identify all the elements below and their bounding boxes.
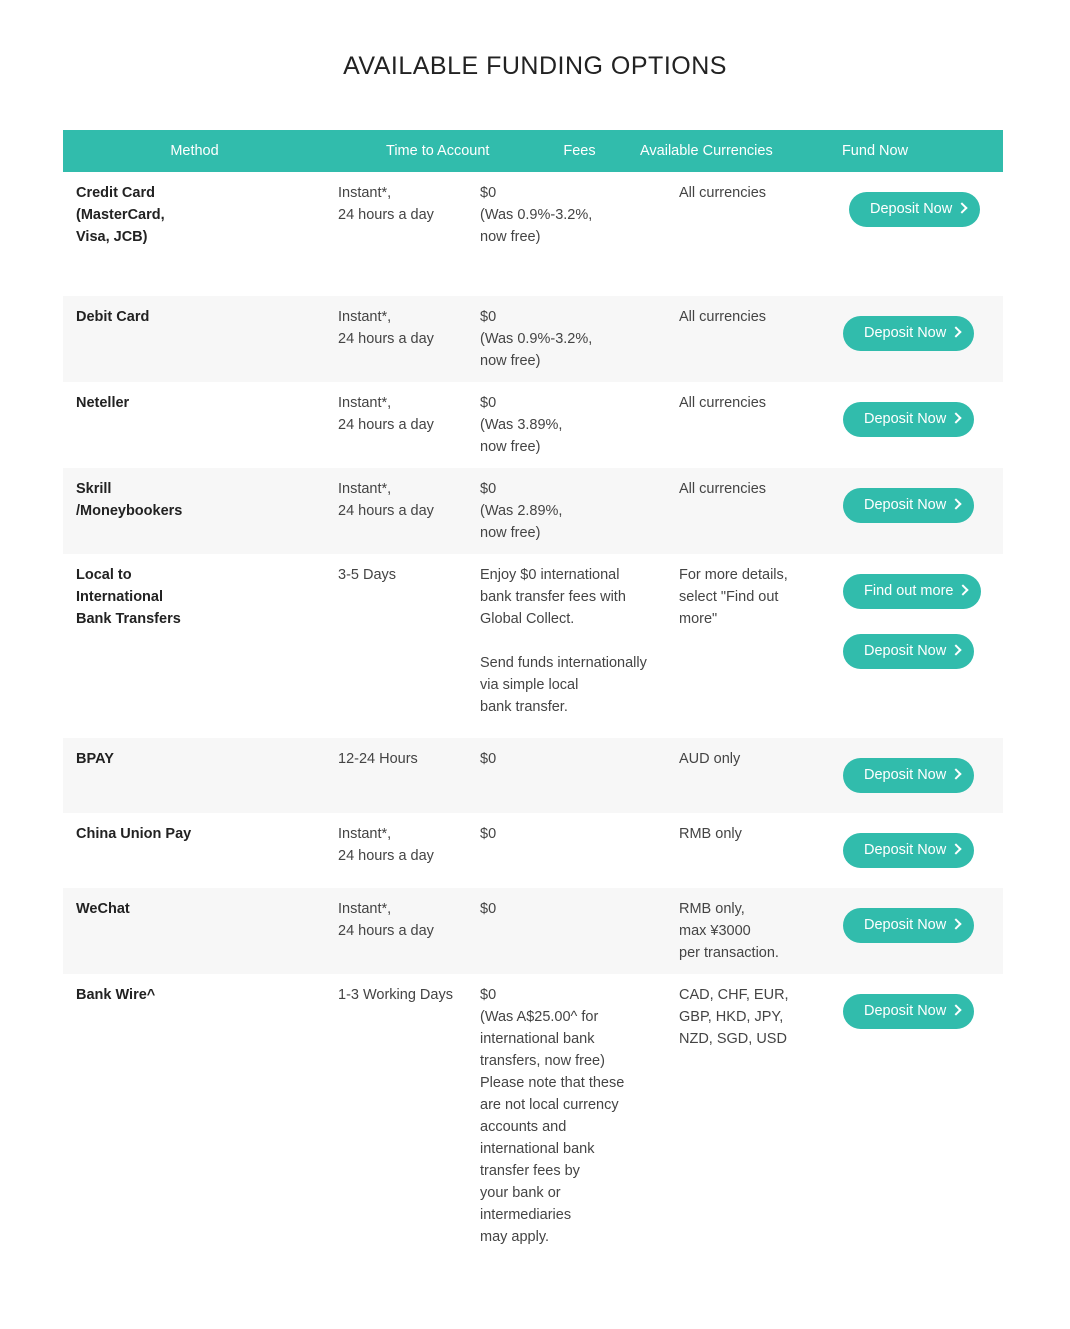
table-row [63,468,1003,554]
table-row [63,382,1003,468]
method-cell [63,468,326,554]
fees-cell [467,468,670,554]
deposit-now-button[interactable] [843,316,974,351]
time-line: Instant*, [338,481,392,497]
chevron-right-icon [958,584,969,595]
fees-line: (Was 0.9%-3.2%, [480,331,593,347]
currencies-cell [670,468,830,554]
deposit-now-button[interactable] [843,908,974,943]
fees-line: (Was 0.9%-3.2%, [480,207,593,223]
currencies-line: For more details, [679,567,788,583]
currencies-line: max ¥3000 [679,923,751,939]
currencies-cell [670,813,830,888]
currencies-line: per transaction. [679,945,779,961]
fees-line: $0 [480,751,497,767]
fees-line: $0 [480,901,497,917]
table-row [63,296,1003,382]
fund-now-cell [830,468,1003,554]
method-line: Local to [76,567,132,583]
button-label: Find out more [864,583,954,599]
fund-now-cell [830,738,1003,813]
method-cell [63,738,326,813]
table-row [63,974,1003,1264]
method-line: Skrill [76,481,112,497]
method-line: Credit Card [76,185,155,201]
time-line: 12-24 Hours [338,751,418,767]
currencies-line: All currencies [679,185,767,201]
fees-line: bank transfer fees with [480,589,626,605]
fees-line: (Was A$25.00^ for [480,1009,599,1025]
method-cell [63,888,326,974]
time-cell [326,382,467,468]
method-line: Visa, JCB) [76,229,148,245]
time-cell [326,554,467,738]
method-line: Bank Wire^ [76,987,156,1003]
fees-cell [467,172,670,296]
method-line: International [76,589,164,605]
method-cell [63,382,326,468]
time-cell [326,888,467,974]
time-line: Instant*, [338,395,392,411]
fees-line: your bank or [480,1185,561,1201]
fund-now-cell [830,888,1003,974]
table-body [63,172,1003,1264]
currencies-line: select "Find out [679,589,779,605]
chevron-right-icon [951,412,962,423]
fees-cell [467,382,670,468]
currencies-line: GBP, HKD, JPY, [679,1009,784,1025]
fees-line: $0 [480,481,497,497]
fees-line: international bank [480,1141,595,1157]
fees-line: may apply. [480,1229,550,1245]
method-cell [63,974,326,1264]
method-cell [63,554,326,738]
method-cell [63,172,326,296]
currencies-cell [670,738,830,813]
chevron-right-icon [951,644,962,655]
button-label: Deposit Now [864,767,947,783]
fees-cell [467,888,670,974]
fees-line: now free) [480,439,541,455]
fees-line: bank transfer. [480,699,568,715]
time-line: Instant*, [338,826,392,842]
time-line: 24 hours a day [338,848,434,864]
button-label: Deposit Now [864,842,947,858]
time-line: 3-5 Days [338,567,397,583]
fund-now-cell [830,172,1003,296]
fund-now-cell [830,554,1003,738]
funding-options-table [63,130,1003,1264]
fees-line: now free) [480,353,541,369]
time-cell [326,974,467,1264]
chevron-right-icon [957,202,968,213]
table-row [63,813,1003,888]
find-out-more-button[interactable] [843,574,981,609]
button-label: Deposit Now [864,1003,947,1019]
time-line: Instant*, [338,309,392,325]
method-line: BPAY [76,751,114,767]
fees-line: $0 [480,395,497,411]
fees-line: $0 [480,185,497,201]
fees-line: now free) [480,525,541,541]
deposit-now-button[interactable] [843,402,974,437]
fees-cell [467,296,670,382]
method-line: WeChat [76,901,130,917]
time-line: Instant*, [338,185,392,201]
fees-line: Please note that these [480,1075,625,1091]
currencies-line: All currencies [679,395,767,411]
header-method: Method [170,143,219,159]
fund-now-cell [830,813,1003,888]
deposit-now-button[interactable] [843,994,974,1029]
chevron-right-icon [951,326,962,337]
deposit-now-button[interactable] [843,758,974,793]
currencies-cell [670,382,830,468]
time-line: 24 hours a day [338,207,434,223]
time-line: 24 hours a day [338,417,434,433]
currencies-line: more" [679,611,718,627]
button-label: Deposit Now [870,201,953,217]
table-row [63,172,1003,296]
button-label: Deposit Now [864,325,947,341]
fees-line: $0 [480,987,497,1003]
currencies-line: RMB only, [679,901,745,917]
button-label: Deposit Now [864,643,947,659]
method-line: Neteller [76,395,130,411]
time-line: 24 hours a day [338,331,434,347]
method-line: Bank Transfers [76,611,181,627]
fees-line: (Was 2.89%, [480,503,563,519]
chevron-right-icon [951,768,962,779]
fees-line: intermediaries [480,1207,572,1223]
fees-line: Send funds internationally [480,655,647,671]
fund-now-cell [830,382,1003,468]
deposit-now-button[interactable] [843,833,974,868]
table-header [63,130,1003,172]
fees-cell [467,813,670,888]
method-line: China Union Pay [76,826,192,842]
method-line: (MasterCard, [76,207,165,223]
time-cell [326,296,467,382]
time-cell [326,738,467,813]
time-cell [326,468,467,554]
currencies-line: CAD, CHF, EUR, [679,987,789,1003]
fees-line: transfers, now free) [480,1053,605,1069]
chevron-right-icon [951,498,962,509]
time-line: 1-3 Working Days [338,987,453,1003]
button-label: Deposit Now [864,917,947,933]
method-line: Debit Card [76,309,150,325]
fees-line: accounts and [480,1119,567,1135]
fees-line: are not local currency [480,1097,619,1113]
page-title: AVAILABLE FUNDING OPTIONS [343,52,727,80]
fees-line: $0 [480,826,497,842]
time-line: 24 hours a day [338,923,434,939]
time-cell [326,813,467,888]
fees-line: international bank [480,1031,595,1047]
fees-line: transfer fees by [480,1163,580,1179]
deposit-now-button[interactable] [849,192,980,227]
chevron-right-icon [951,1004,962,1015]
fees-line: now free) [480,229,541,245]
deposit-now-button[interactable] [843,634,974,669]
currencies-line: RMB only [679,826,742,842]
header-time: Time to Account [386,143,490,159]
currencies-cell [670,974,830,1264]
fees-line: (Was 3.89%, [480,417,563,433]
chevron-right-icon [951,918,962,929]
currencies-line: AUD only [679,751,741,767]
fees-line [480,630,670,652]
currencies-cell [670,296,830,382]
method-line: /Moneybookers [76,503,183,519]
fund-now-cell [830,296,1003,382]
fees-line: Global Collect. [480,611,575,627]
method-cell [63,296,326,382]
header-fees: Fees [563,143,596,159]
header-fund-now: Fund Now [841,143,909,159]
currencies-cell [670,554,830,738]
fees-cell [467,974,670,1264]
method-cell [63,813,326,888]
time-line: Instant*, [338,901,392,917]
fees-line: $0 [480,309,497,325]
deposit-now-button[interactable] [843,488,974,523]
currencies-line: NZD, SGD, USD [679,1031,787,1047]
time-cell [326,172,467,296]
chevron-right-icon [951,843,962,854]
currencies-cell [670,172,830,296]
fees-cell [467,554,670,738]
currencies-line: All currencies [679,481,767,497]
button-label: Deposit Now [864,497,947,513]
header-currencies: Available Currencies [640,143,773,159]
currencies-cell [670,888,830,974]
time-line: 24 hours a day [338,503,434,519]
fund-now-cell [830,974,1003,1264]
button-label: Deposit Now [864,411,947,427]
table-row [63,738,1003,813]
table-row [63,888,1003,974]
currencies-line: All currencies [679,309,767,325]
fees-line: Enjoy $0 international [480,567,620,583]
fees-cell [467,738,670,813]
table-row [63,554,1003,738]
fees-line: via simple local [480,677,579,693]
